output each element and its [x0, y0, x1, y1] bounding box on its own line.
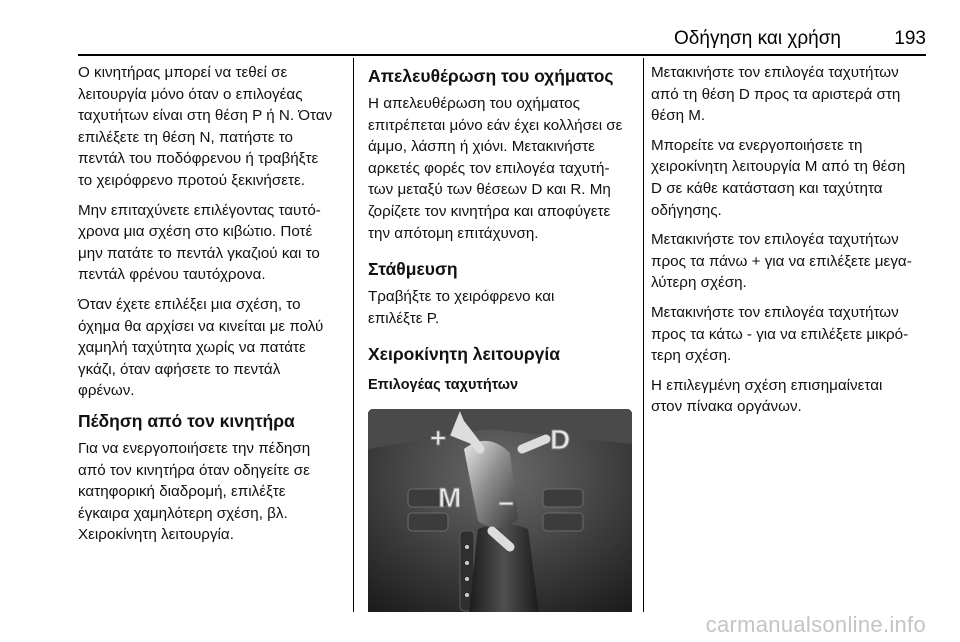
console-button-4: [543, 513, 583, 531]
console-button-2: [408, 513, 448, 531]
paragraph-engine-braking: Για να ενεργοποιήσετε την πέδηση από τον κινητήρα όταν οδηγείτε σε κατηφορική διαδρομή, επιλέξτε έγκαιρα χαμηλότερη σχέση, βλ. Χειροκίνητη λειτουργία.: [78, 439, 311, 544]
page-number: 193: [894, 28, 926, 49]
paragraph-downshift: Μετακινήστε τον επιλογέα ταχυτήτων προς τα κάτω - για να επιλέξετε μικρό- τερη σχέση.: [651, 303, 909, 365]
paragraph-activate-manual: Μπορείτε να ενεργοποιήσετε τη χειροκίνητη λειτουργία M από τη θέση D σε κάθε κατάσταση και ταχύτητα οδήγησης.: [651, 136, 906, 219]
paragraph-creep: Όταν έχετε επιλέξει μια σχέση, το όχημα θα αρχίσει να κινείται με πολύ χαμηλή ταχύτητα χωρίς να πατάτε γκάζι, όταν αφήσετε το πεντάλ φρένων.: [78, 295, 324, 400]
figure-label-plus: +: [430, 422, 447, 454]
chapter-title: Οδήγηση και χρήση: [674, 28, 841, 49]
paragraph-parking: Τραβήξτε το χειρόφρενο και επιλέξτε P.: [368, 288, 555, 327]
column-divider-1: [353, 58, 354, 614]
heading-vehicle-release: Απελευθέρωση του οχήματος: [368, 66, 614, 86]
paragraph-upshift: Μετακινήστε τον επιλογέα ταχυτήτων προς τα πάνω + για να επιλέξετε μεγα- λύτερη σχέση.: [651, 231, 912, 292]
figure-label-d: D: [550, 424, 571, 456]
column-2: [368, 62, 636, 622]
console-button-3: [543, 489, 583, 507]
gear-selector-illustration: [368, 409, 632, 622]
paragraph-vehicle-release: Η απελευθέρωση του οχήματος επιτρέπεται μόνο εάν έχει κολλήσει σε άμμο, λάσπη ή χιόνι. Μετακινήστε αρκετές φορές τον επιλογέα ταχυτή- των μεταξύ των θέσεων D και R. Μη ζορίζετε τον κινητήρα και αποφύγετε την απότομη επιτάχυνση.: [368, 95, 623, 242]
paragraph-start-conditions: Ο κινητήρας μπορεί να τεθεί σε λειτουργία μόνο όταν ο επιλογέας ταχυτήτων είναι στη θέση P ή N. Όταν επιλέξετε τη θέση N, πατήστε το πεντάλ του ποδόφρενου ή τραβήξτε το χειρόφρενο προτού ξεκινήσετε.: [78, 64, 333, 189]
heading-parking: Στάθμευση: [368, 259, 458, 280]
heading-manual-mode: Χειροκίνητη λειτουργία: [368, 344, 561, 365]
figure-label-minus: −: [498, 488, 515, 520]
heading-gear-selector: Επιλογέας ταχυτήτων: [368, 377, 519, 394]
paragraph-no-acceleration: Μην επιταχύνετε επιλέγοντας ταυτό- χρονα μια σχέση στο κιβώτιο. Ποτέ μην πατάτε το πεντάλ γκαζιού και το πεντάλ φρένου ταυτόχρονα.: [78, 201, 321, 284]
header-rule: [78, 54, 926, 56]
page-footer: [0, 612, 960, 642]
column-divider-2: [643, 58, 644, 614]
figure-label-m: M: [438, 482, 462, 514]
page-header: [78, 26, 926, 52]
watermark-text: carmanualsonline.info: [705, 612, 926, 637]
paragraph-gear-display: Η επιλεγμένη σχέση επισημαίνεται στον πίνακα οργάνων.: [651, 376, 883, 416]
paragraph-move-to-m: Μετακινήστε τον επιλογέα ταχυτήτων από τη θέση D προς τα αριστερά στη θέση M.: [651, 64, 901, 125]
column-1: [78, 62, 348, 554]
column-3: [651, 62, 931, 426]
heading-engine-braking: Πέδηση από τον κινητήρα: [78, 410, 295, 431]
gear-selector-image: [368, 409, 632, 622]
